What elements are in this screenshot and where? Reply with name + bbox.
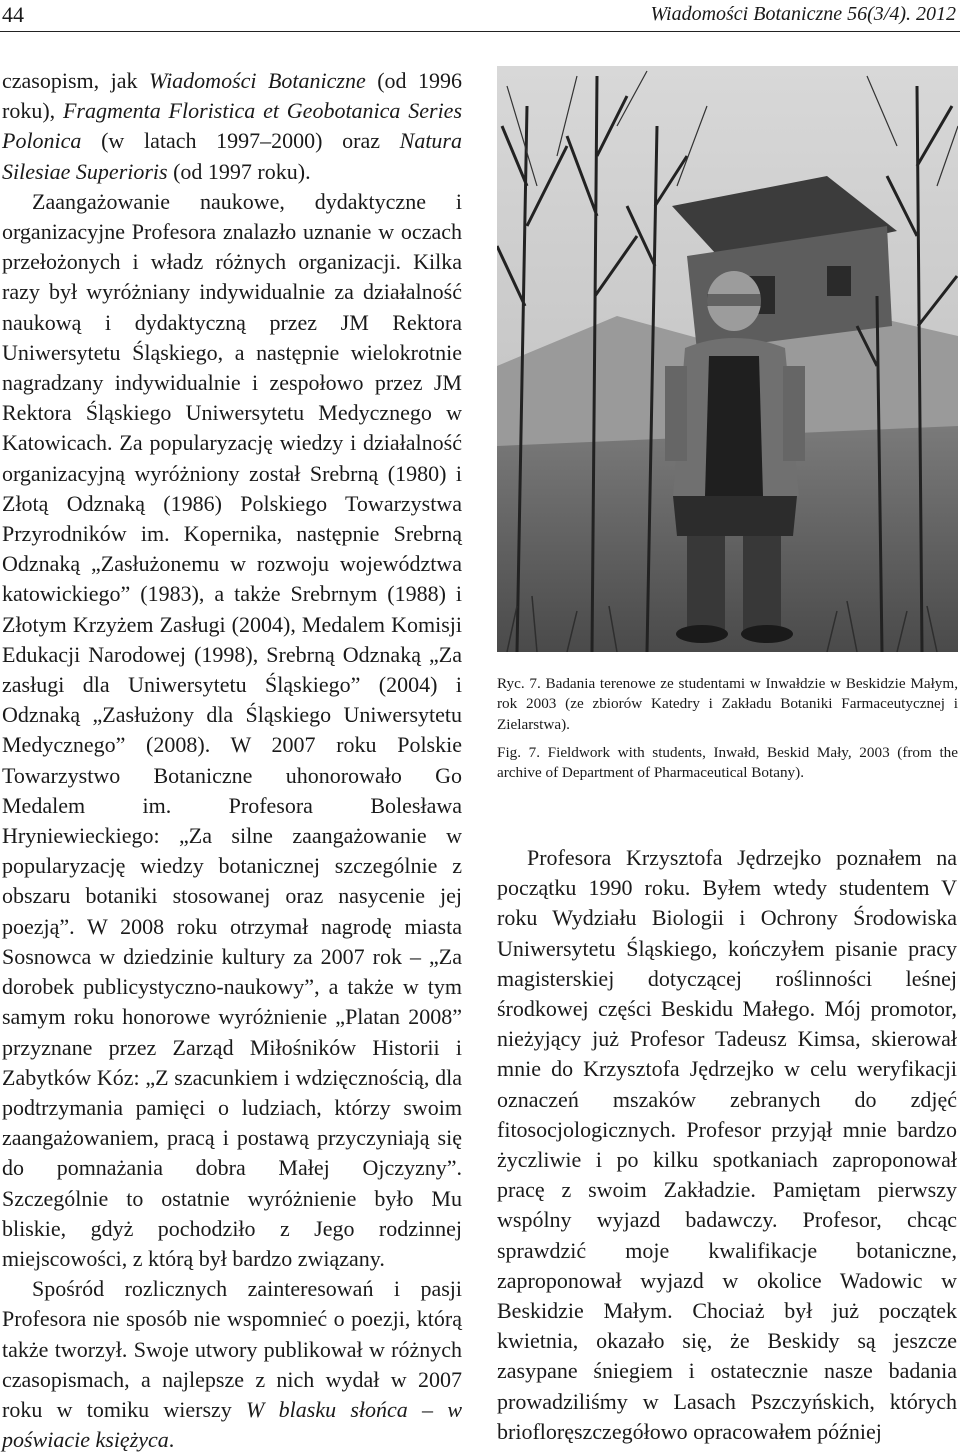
journal-reference: Wiadomości Botaniczne 56(3/4). 2012 [650, 3, 956, 25]
paragraph-right-1: Profesora Krzysztofa Jędrzejko poznałem na początku 1990 roku. Byłem wtedy studentem V roku Wydziału Biologii i Ochrony Środowiska Uniwersytetu Śląskiego, kończyłem pisanie pracy magisterskiej dotyczącej roślinności leśnej środkowej części Beskidu Małego. Mój promotor, nieżyjący już Profesor Tadeusz Kimsa, skierował mnie do Krzysztofa Jędrzejko w celu weryfikacji oznaczeń mszaków zebranych do zdjęć fitosocjologicznych. Profesor przyjął mnie bardzo życzliwie i po kilku spotkaniach zaproponował pracę z swoim Zakładzie. Pamiętam pierwszy wspólny wyjazd badawczy. Profesor, chcąc sprawdzić moje kwalifikacje botaniczne, zaproponował wyjazd w okolice Wadowic w Beskidzie Małym. Chociaż był już początek kwietnia, okazało się, że Beskidy są jeszcze zasypane śniegiem i ostatecznie nasze badania prowadziliśmy w Lasach Pszczyńskich, których briofloręszczegółowo opracowałem później [497, 845, 957, 1444]
header-rule [0, 31, 960, 32]
fieldwork-photo-illustration [497, 66, 958, 652]
figure-photo [497, 66, 958, 652]
figure-caption-polish: Ryc. 7. Badania terenowe ze studentami w Inwałdzie w Beskidzie Małym, rok 2003 (ze zbiorów Katedry i Zakładu Botaniki Farmaceutycznej i Zielarstwa). [497, 675, 958, 733]
text-segment: . [168, 1427, 175, 1453]
figure-caption-english: Fig. 7. Fieldwork with students, Inwałd, Beskid Mały, 2003 (from the archive of Department of Pharmaceutical Botany). [497, 744, 958, 782]
text-segment: (w latach 1997–2000) oraz [81, 128, 400, 154]
book-title-italic: W blasku słońca – w poświacie księżyca [2, 1396, 462, 1453]
page-number: 44 [2, 2, 24, 27]
text-segment: (od 1997 roku). [167, 158, 311, 184]
journal-title-italic: Natura Silesiae Superioris [2, 128, 462, 184]
page-header [0, 0, 960, 34]
paragraph-2: Zaangażowanie naukowe, dydaktyczne i organizacyjne Profesora znalazło uznanie w oczach przełożonych i władz różnych organizacji. Kilka razy był wyróżniany indywidualnie za działalność naukową i dydaktyczną przez JM Rektora Uniwersytetu Śląskiego, a następnie wielokrotnie nagradzany indywidualnie i zespołowo przez JM Rektora Śląskiego Uniwersytetu Medycznego w Katowicach. Za popularyzację wiedzy i działalność organizacyjną wyróżniony został Srebrną (1980) i Złotą Odznaką (1986) Polskiego Towarzystwa Przyrodników im. Kopernika, następnie Srebrną Odznaką „Zasłużonemu w rozwoju województwa katowickiego” (1983), a także Srebrnym (1988) i Złotym Krzyżem Zasługi (2004), Medalem Komisji Edukacji Narodowej (1998), Srebrną Odznaką „Za zasługi dla Uniwersytetu Śląskiego” (2004) i Odznaką „Zasłużony dla Śląskiego Uniwersytetu Medycznego” (2008). W 2007 roku Polskie Towarzystwo Botaniczne uhonorowało Go Medalem im. Profesora Bolesława Hryniewieckiego: „Za silne zaangażowanie w popularyzację wiedzy botanicznej szczególnie z obszaru botaniki stosowanej oraz nasycenie jej poezją”. W 2008 roku otrzymał nagrodę miasta Sosnowca w dziedzinie kultury za 2007 rok – „Za dorobek publicystyczno-naukowy”, a także w tym samym roku honorowe wyróżnienie „Platan 2008” przyznane przez Zarząd Miłośników Historii i Zabytków Kóz: „Z szacunkiem i wdzięcznością, dla podtrzymania pamięci o ludziach, którzy swoim zaangażowaniem, pracą i postawą przyczyniają się do pomnażania dobra Małej Ojczyzny”. Szczególnie to ostatnie wyróżnienie było Mu bliskie, gdyż pochodziło z Jego rodzinnej miejscowości, z którą był bardzo związany. [2, 188, 462, 1271]
paragraph-1 [2, 66, 462, 187]
text-segment: czasopism, jak [2, 68, 149, 93]
text-segment: Spośród rozlicznych zainteresowań i pasji Profesora nie sposób nie wspomnieć o poezji, którą także tworzył. Swoje utwory publikował w różnych czasopismach, a najlepsze z nich wydał w 2007 roku w tomiku wierszy [2, 1276, 462, 1422]
text-segment: (od 1996 roku), [2, 68, 462, 124]
journal-title-italic: Wiadomości Botaniczne [148, 68, 366, 93]
right-column [497, 843, 957, 1447]
paragraph-3 [2, 1274, 462, 1455]
journal-title-italic: Fragmenta Floristica et Geobotanica Series Polonica [2, 98, 463, 154]
left-column [2, 66, 462, 1455]
